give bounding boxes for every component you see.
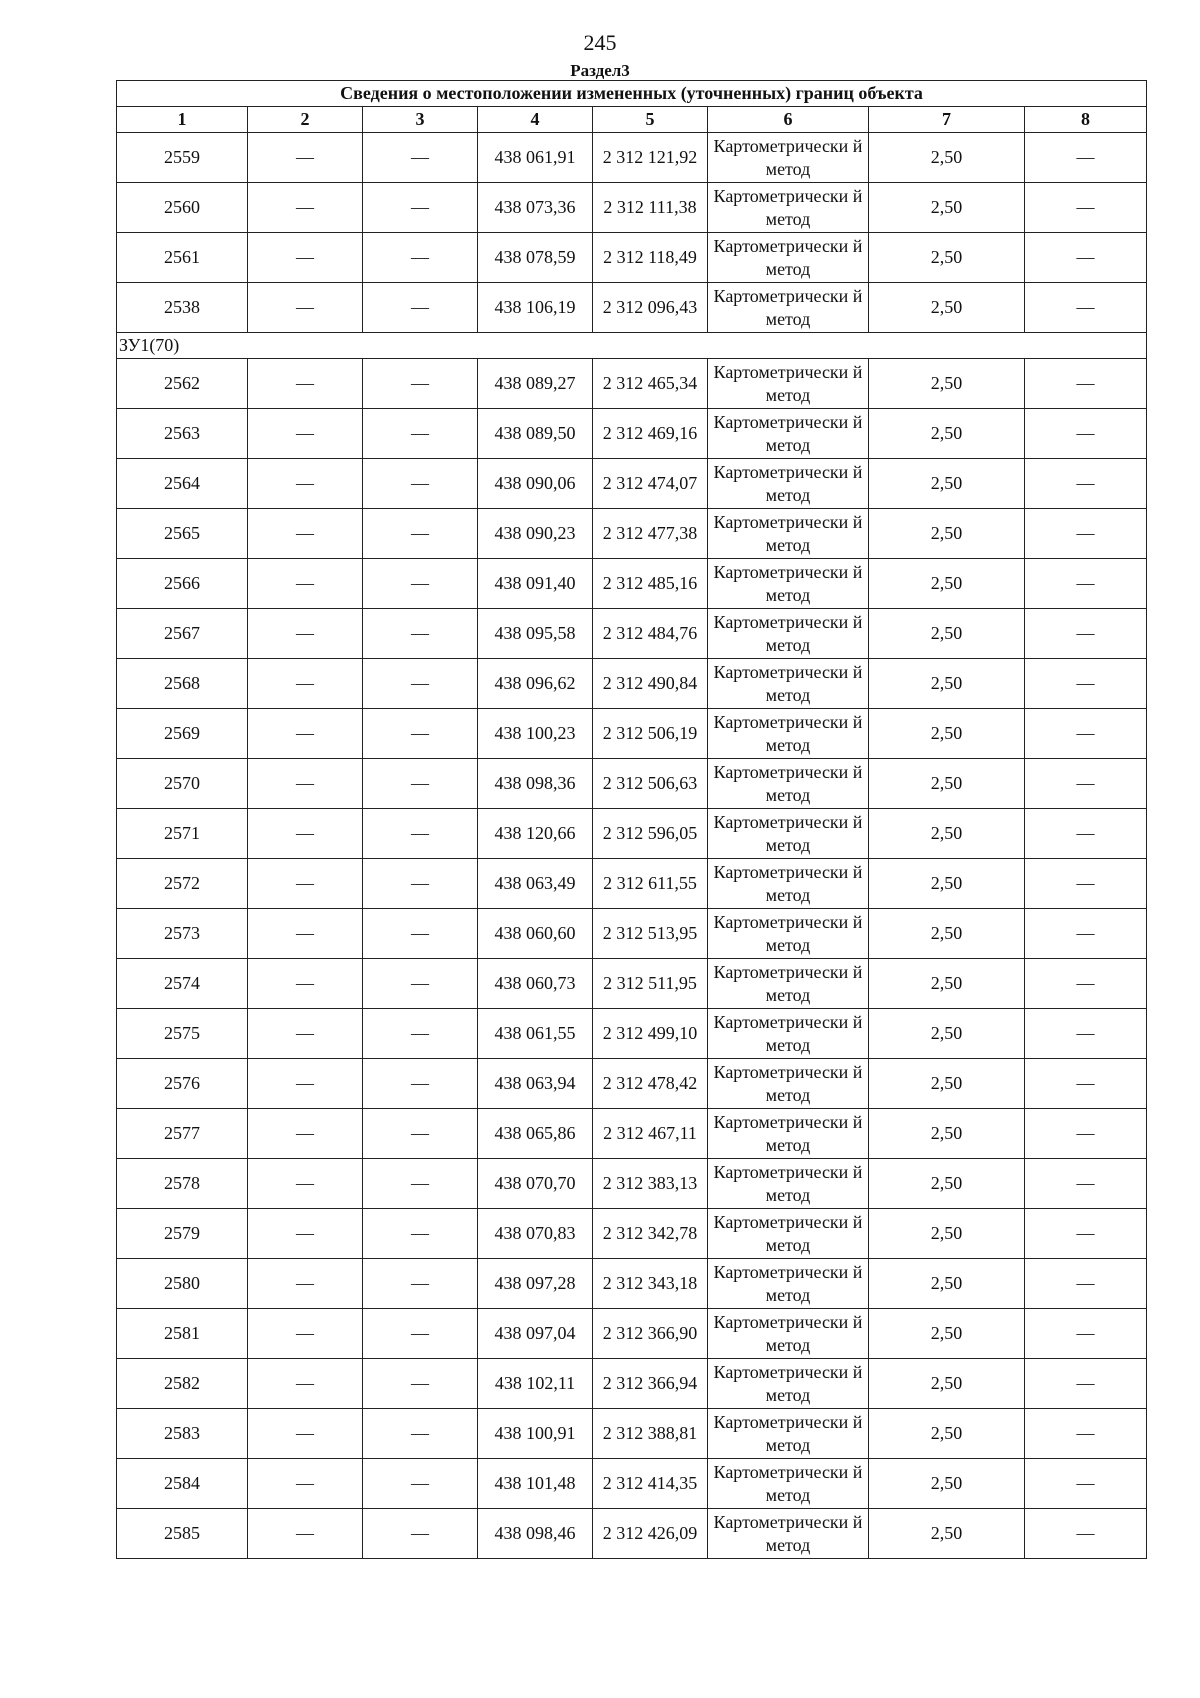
table-cell: — (363, 609, 478, 659)
column-number: 4 (478, 107, 593, 133)
page-number: 245 (583, 30, 617, 55)
table-cell: 2,50 (869, 709, 1025, 759)
column-number: 2 (248, 107, 363, 133)
table-cell: — (363, 359, 478, 409)
table-cell: 438 100,91 (478, 1409, 593, 1459)
table-cell: 438 102,11 (478, 1359, 593, 1409)
table-row (117, 709, 1147, 759)
table-cell: 438 065,86 (478, 1109, 593, 1159)
table-cell: Картометрически й метод (708, 509, 869, 559)
table-row (117, 759, 1147, 809)
table-cell: 438 096,62 (478, 659, 593, 709)
table-row (117, 1309, 1147, 1359)
table-cell: — (363, 283, 478, 333)
column-number-row (117, 107, 1147, 133)
table-cell: — (363, 1309, 478, 1359)
table-cell: — (1025, 559, 1147, 609)
table-cell: 438 089,50 (478, 409, 593, 459)
table-row (117, 909, 1147, 959)
table-cell: — (363, 659, 478, 709)
table-row (117, 809, 1147, 859)
table-cell: 438 090,23 (478, 509, 593, 559)
table-cell: 2572 (117, 859, 248, 909)
table-cell: Картометрически й метод (708, 1309, 869, 1359)
table-cell: — (248, 809, 363, 859)
table-cell: 2 312 513,95 (593, 909, 708, 959)
table-cell: 2538 (117, 283, 248, 333)
table-cell: 438 091,40 (478, 559, 593, 609)
table-cell: 2,50 (869, 183, 1025, 233)
table-cell: 2 312 343,18 (593, 1259, 708, 1309)
table-cell: — (1025, 1209, 1147, 1259)
table-cell: 2581 (117, 1309, 248, 1359)
table-cell: — (363, 509, 478, 559)
table-cell: — (363, 1009, 478, 1059)
table-cell: 2 312 478,42 (593, 1059, 708, 1109)
table-cell: — (248, 659, 363, 709)
table-cell: — (248, 959, 363, 1009)
table-cell: — (1025, 1459, 1147, 1509)
table-cell: 2 312 499,10 (593, 1009, 708, 1059)
table-cell: 2 312 506,19 (593, 709, 708, 759)
table-cell: — (363, 233, 478, 283)
table-cell: — (248, 559, 363, 609)
table-cell: Картометрически й метод (708, 1109, 869, 1159)
table-cell: 438 097,04 (478, 1309, 593, 1359)
table-cell: 2 312 467,11 (593, 1109, 708, 1159)
table-cell: — (248, 1359, 363, 1409)
table-cell: Картометрически й метод (708, 709, 869, 759)
table-cell: — (1025, 609, 1147, 659)
table-cell: 2,50 (869, 609, 1025, 659)
table-cell: — (1025, 509, 1147, 559)
table-cell: — (248, 1209, 363, 1259)
coordinates-table (116, 80, 1147, 1559)
table-cell: Картометрически й метод (708, 183, 869, 233)
table-cell: — (1025, 759, 1147, 809)
table-row (117, 659, 1147, 709)
table-cell: Картометрически й метод (708, 1359, 869, 1409)
table-cell: 438 060,60 (478, 909, 593, 959)
table-cell: — (248, 509, 363, 559)
table-cell: Картометрически й метод (708, 1059, 869, 1109)
table-cell: 438 097,28 (478, 1259, 593, 1309)
table-cell: 2575 (117, 1009, 248, 1059)
table-cell: — (248, 283, 363, 333)
table-cell: 2 312 484,76 (593, 609, 708, 659)
table-cell: — (248, 759, 363, 809)
table-cell: — (1025, 1009, 1147, 1059)
table-cell: 2 312 388,81 (593, 1409, 708, 1459)
column-number: 3 (363, 107, 478, 133)
table-cell: 438 073,36 (478, 183, 593, 233)
table-cell: 438 098,36 (478, 759, 593, 809)
table-cell: Картометрически й метод (708, 559, 869, 609)
table-row (117, 409, 1147, 459)
table-title: Сведения о местоположении измененных (уточненных) границ объекта (117, 81, 1147, 107)
table-cell: Картометрически й метод (708, 909, 869, 959)
table-cell: 2 312 485,16 (593, 559, 708, 609)
table-cell: 2583 (117, 1409, 248, 1459)
table-cell: — (248, 233, 363, 283)
table-cell: Картометрически й метод (708, 359, 869, 409)
table-cell: 438 095,58 (478, 609, 593, 659)
table-cell: — (1025, 133, 1147, 183)
table-cell: Картометрически й метод (708, 1009, 869, 1059)
table-cell: — (248, 1109, 363, 1159)
table-cell: — (363, 183, 478, 233)
table-cell: 2,50 (869, 1359, 1025, 1409)
table-row (117, 1109, 1147, 1159)
table-cell: 438 061,91 (478, 133, 593, 183)
table-cell: 2562 (117, 359, 248, 409)
table-cell: — (248, 609, 363, 659)
table-cell: — (1025, 283, 1147, 333)
table-cell: — (1025, 1059, 1147, 1109)
table-cell: 438 078,59 (478, 233, 593, 283)
table-cell: 2,50 (869, 1309, 1025, 1359)
table-cell: 2 312 414,35 (593, 1459, 708, 1509)
table-cell: — (363, 759, 478, 809)
column-number: 7 (869, 107, 1025, 133)
column-number: 1 (117, 107, 248, 133)
table-cell: — (1025, 1109, 1147, 1159)
table-cell: 2561 (117, 233, 248, 283)
table-cell: 2 312 096,43 (593, 283, 708, 333)
table-cell: 2,50 (869, 1159, 1025, 1209)
table-cell: 2 312 383,13 (593, 1159, 708, 1209)
table-cell: Картометрически й метод (708, 459, 869, 509)
table-cell: Картометрически й метод (708, 759, 869, 809)
table-cell: 2570 (117, 759, 248, 809)
table-cell: 2 312 477,38 (593, 509, 708, 559)
table-cell: — (1025, 1409, 1147, 1459)
table-cell: — (1025, 859, 1147, 909)
table-cell: — (248, 1309, 363, 1359)
table-cell: 438 089,27 (478, 359, 593, 409)
table-cell: 2571 (117, 809, 248, 859)
table-row (117, 133, 1147, 183)
table-cell: Картометрически й метод (708, 1459, 869, 1509)
table-cell: — (1025, 1309, 1147, 1359)
table-row (117, 233, 1147, 283)
table-cell: Картометрически й метод (708, 409, 869, 459)
table-cell: 2 312 469,16 (593, 409, 708, 459)
table-cell: 2,50 (869, 1209, 1025, 1259)
table-cell: 438 090,06 (478, 459, 593, 509)
table-cell: — (248, 1159, 363, 1209)
table-cell: 2 312 474,07 (593, 459, 708, 509)
table-cell: 2,50 (869, 959, 1025, 1009)
table-cell: — (1025, 909, 1147, 959)
table-cell: 2 312 611,55 (593, 859, 708, 909)
table-cell: 2,50 (869, 809, 1025, 859)
table-cell: — (363, 133, 478, 183)
table-cell: 438 098,46 (478, 1509, 593, 1559)
table-cell: Картометрически й метод (708, 659, 869, 709)
table-cell: 2569 (117, 709, 248, 759)
table-cell: — (363, 1509, 478, 1559)
table-cell: 2,50 (869, 1409, 1025, 1459)
table-cell: — (248, 859, 363, 909)
table-cell: — (248, 1409, 363, 1459)
table-cell: Картометрически й метод (708, 1159, 869, 1209)
table-row (117, 1059, 1147, 1109)
table-cell: 2578 (117, 1159, 248, 1209)
table-cell: Картометрически й метод (708, 809, 869, 859)
table-cell: 2577 (117, 1109, 248, 1159)
table-cell: — (363, 1459, 478, 1509)
table-cell: 438 106,19 (478, 283, 593, 333)
table-cell: 2,50 (869, 283, 1025, 333)
table-cell: 2 312 426,09 (593, 1509, 708, 1559)
table-cell: — (248, 1059, 363, 1109)
table-cell: 438 120,66 (478, 809, 593, 859)
table-cell: — (1025, 1359, 1147, 1409)
table-cell: Картометрически й метод (708, 959, 869, 1009)
table-cell: 2,50 (869, 1109, 1025, 1159)
table-row (117, 1359, 1147, 1409)
table-cell: 2566 (117, 559, 248, 609)
table-cell: 2 312 366,90 (593, 1309, 708, 1359)
table-cell: 2,50 (869, 459, 1025, 509)
table-cell: 2,50 (869, 559, 1025, 609)
table-cell: Картометрически й метод (708, 133, 869, 183)
group-row (117, 333, 1147, 359)
table-cell: Картометрически й метод (708, 283, 869, 333)
table-cell: 2 312 366,94 (593, 1359, 708, 1409)
table-cell: 2,50 (869, 1459, 1025, 1509)
table-cell: 2,50 (869, 859, 1025, 909)
table-cell: 2579 (117, 1209, 248, 1259)
table-cell: — (363, 1059, 478, 1109)
table-cell: Картометрически й метод (708, 1209, 869, 1259)
table-cell: 2580 (117, 1259, 248, 1309)
table-cell: — (1025, 959, 1147, 1009)
table-cell: — (363, 409, 478, 459)
table-cell: 2,50 (869, 659, 1025, 709)
table-cell: — (363, 909, 478, 959)
table-row (117, 859, 1147, 909)
table-cell: — (248, 359, 363, 409)
table-row (117, 1159, 1147, 1209)
table-cell: 438 070,83 (478, 1209, 593, 1259)
table-body (117, 133, 1147, 1559)
table-cell: — (1025, 1259, 1147, 1309)
table-row (117, 459, 1147, 509)
table-cell: 2 312 342,78 (593, 1209, 708, 1259)
table-cell: 2,50 (869, 359, 1025, 409)
table-cell: — (248, 183, 363, 233)
table-cell: 2 312 511,95 (593, 959, 708, 1009)
table-cell: 2560 (117, 183, 248, 233)
table-cell: Картометрически й метод (708, 859, 869, 909)
column-number: 5 (593, 107, 708, 133)
table-cell: Картометрически й метод (708, 233, 869, 283)
table-cell: 2,50 (869, 909, 1025, 959)
table-cell: 2 312 465,34 (593, 359, 708, 409)
table-cell: 2 312 118,49 (593, 233, 708, 283)
table-row (117, 1209, 1147, 1259)
table-cell: 2574 (117, 959, 248, 1009)
table-row (117, 959, 1147, 1009)
table-cell: 2 312 121,92 (593, 133, 708, 183)
column-number: 8 (1025, 107, 1147, 133)
table-cell: — (248, 1509, 363, 1559)
table-cell: 438 100,23 (478, 709, 593, 759)
table-cell: 2,50 (869, 409, 1025, 459)
table-cell: 438 060,73 (478, 959, 593, 1009)
table-cell: — (248, 1009, 363, 1059)
table-cell: 2559 (117, 133, 248, 183)
table-row (117, 1509, 1147, 1559)
table-cell: 2573 (117, 909, 248, 959)
table-cell: 2563 (117, 409, 248, 459)
table-cell: Картометрически й метод (708, 609, 869, 659)
table-row (117, 1459, 1147, 1509)
table-cell: — (248, 409, 363, 459)
table-cell: 2,50 (869, 1259, 1025, 1309)
table-cell: Картометрически й метод (708, 1259, 869, 1309)
table-cell: — (363, 1109, 478, 1159)
table-cell: — (1025, 1509, 1147, 1559)
table-cell: — (248, 709, 363, 759)
column-number: 6 (708, 107, 869, 133)
table-cell: 2,50 (869, 133, 1025, 183)
table-cell: 2 312 596,05 (593, 809, 708, 859)
table-row (117, 609, 1147, 659)
table-cell: 2582 (117, 1359, 248, 1409)
table-cell: 2 312 490,84 (593, 659, 708, 709)
table-cell: 2568 (117, 659, 248, 709)
table-cell: 2,50 (869, 1059, 1025, 1109)
table-cell: — (248, 133, 363, 183)
table-cell: 2,50 (869, 233, 1025, 283)
table-cell: 2584 (117, 1459, 248, 1509)
table-cell: — (1025, 459, 1147, 509)
table-cell: — (1025, 809, 1147, 859)
group-label: ЗУ1(70) (117, 333, 1147, 359)
table-cell: Картометрически й метод (708, 1409, 869, 1459)
table-cell: — (1025, 409, 1147, 459)
table-cell: — (248, 1259, 363, 1309)
table-cell: — (1025, 709, 1147, 759)
table-cell: — (363, 1409, 478, 1459)
table-cell: 2,50 (869, 1509, 1025, 1559)
table-cell: — (363, 459, 478, 509)
table-row (117, 283, 1147, 333)
table-cell: 2564 (117, 459, 248, 509)
table-cell: Картометрически й метод (708, 1509, 869, 1559)
table-cell: 438 101,48 (478, 1459, 593, 1509)
table-cell: 2 312 111,38 (593, 183, 708, 233)
table-row (117, 183, 1147, 233)
table-row (117, 359, 1147, 409)
table-cell: 2565 (117, 509, 248, 559)
table-cell: — (363, 1209, 478, 1259)
table-cell: — (363, 1359, 478, 1409)
section-title: Раздел3 (570, 61, 630, 80)
table-cell: — (363, 1259, 478, 1309)
table-cell: — (248, 909, 363, 959)
table-row (117, 509, 1147, 559)
table-cell: — (248, 459, 363, 509)
table-cell: 2567 (117, 609, 248, 659)
table-cell: — (363, 959, 478, 1009)
table-cell: 438 061,55 (478, 1009, 593, 1059)
table-row (117, 559, 1147, 609)
table-cell: — (363, 1159, 478, 1209)
table-cell: 2,50 (869, 509, 1025, 559)
table-cell: — (363, 559, 478, 609)
table-cell: — (1025, 659, 1147, 709)
table-cell: 438 063,94 (478, 1059, 593, 1109)
table-cell: — (363, 709, 478, 759)
table-cell: — (248, 1459, 363, 1509)
table-cell: — (1025, 359, 1147, 409)
table-cell: 2,50 (869, 1009, 1025, 1059)
table-cell: — (1025, 1159, 1147, 1209)
table-cell: — (1025, 233, 1147, 283)
table-cell: 2 312 506,63 (593, 759, 708, 809)
table-cell: 2576 (117, 1059, 248, 1109)
table-row (117, 1009, 1147, 1059)
table-cell: — (1025, 183, 1147, 233)
table-cell: 2585 (117, 1509, 248, 1559)
table-row (117, 1259, 1147, 1309)
table-cell: — (363, 809, 478, 859)
table-row (117, 1409, 1147, 1459)
table-cell: — (363, 859, 478, 909)
table-cell: 2,50 (869, 759, 1025, 809)
table-cell: 438 070,70 (478, 1159, 593, 1209)
table-cell: 438 063,49 (478, 859, 593, 909)
